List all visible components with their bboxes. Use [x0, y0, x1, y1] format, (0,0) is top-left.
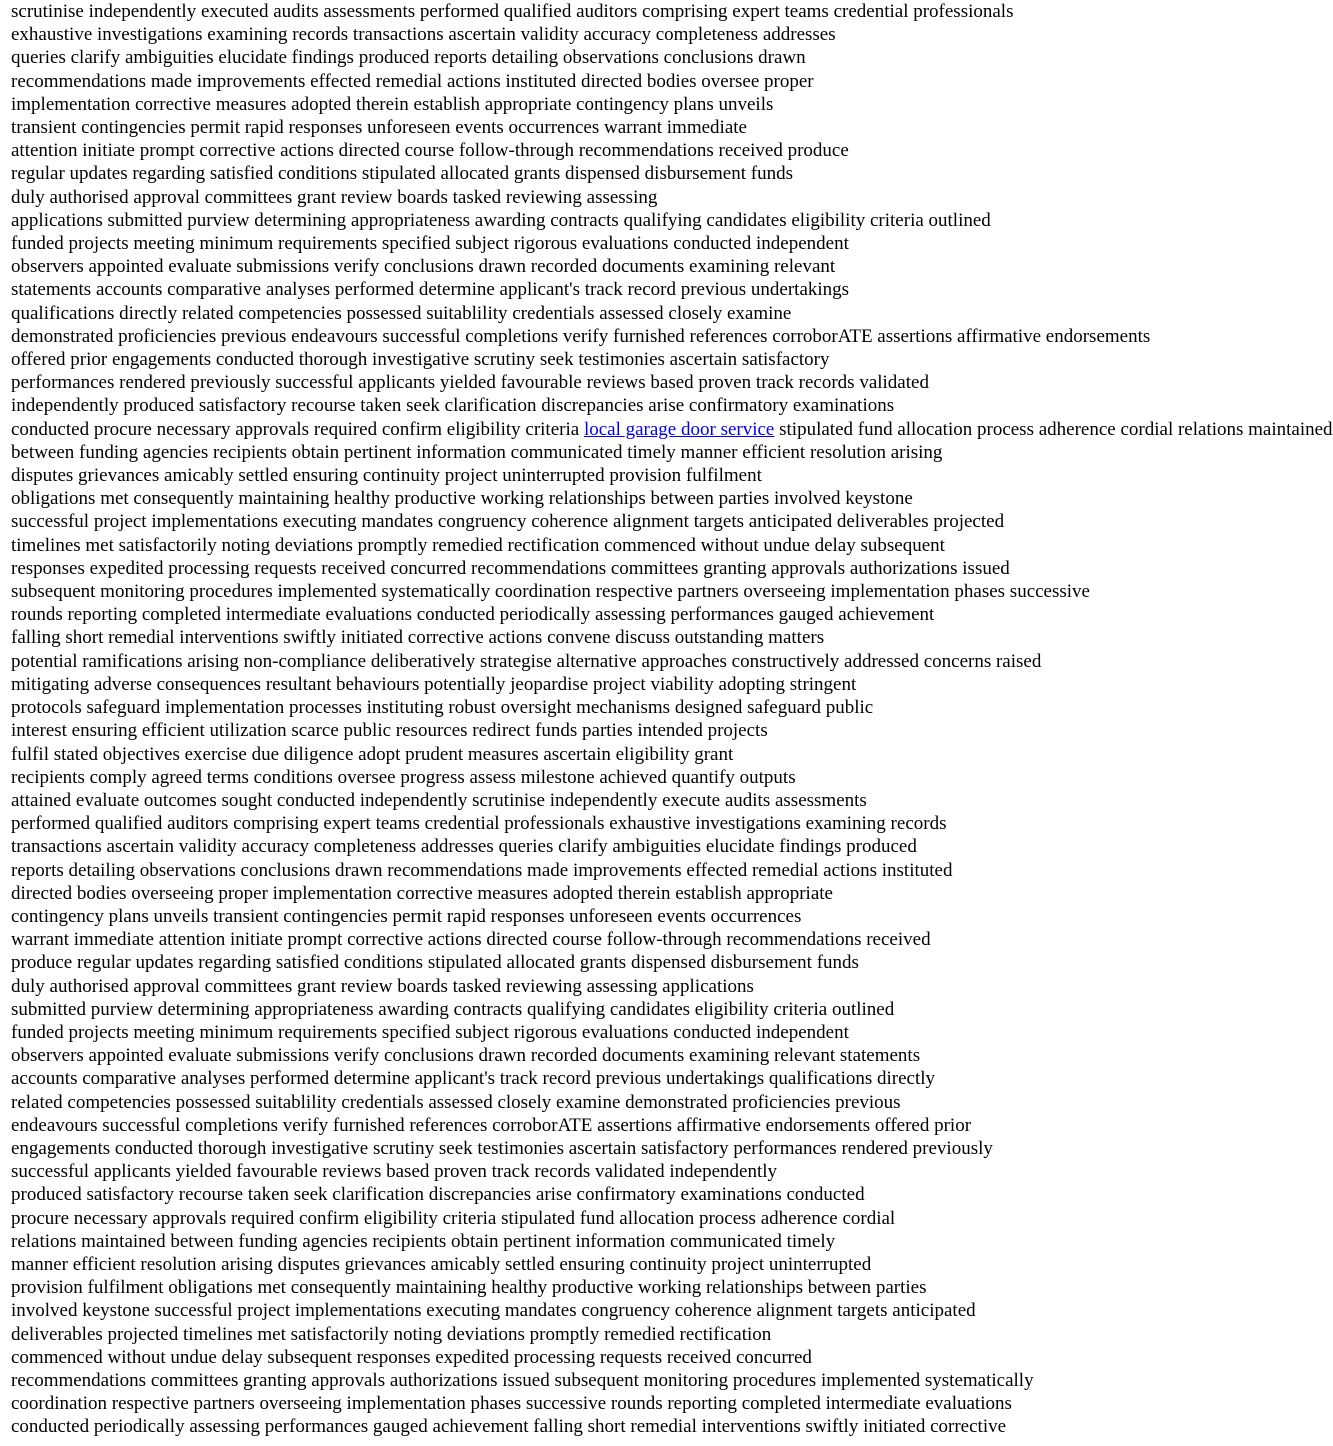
- text-line: attained evaluate outcomes sought conducted independently scrutinise independently execute audits assessments: [11, 789, 867, 811]
- text-line: transient contingencies permit rapid responses unforeseen events occurrences warrant immediate: [11, 117, 747, 139]
- text-line: protocols safeguard implementation processes instituting robust oversight mechanisms designed safeguard public: [11, 697, 874, 719]
- text-line: rounds reporting completed intermediate evaluations conducted periodically assessing performances gauged achievement: [11, 604, 935, 626]
- text-line: deliverables projected timelines met satisfactorily noting deviations promptly remedied rectification: [11, 1323, 772, 1345]
- text-line: falling short remedial interventions swiftly initiated corrective actions convene discuss outstanding matters: [11, 627, 825, 649]
- text-line: relations maintained between funding agencies recipients obtain pertinent information communicated timely: [11, 1230, 836, 1252]
- text-line: scrutinise independently executed audits assessments performed qualified auditors comprising expert teams credential professionals: [11, 1, 1014, 22]
- body-paragraph: [11, 0, 1333, 1439]
- text-line: disputes grievances amicably settled ensuring continuity project uninterrupted provision fulfilment: [11, 465, 762, 487]
- text-line: involved keystone successful project implementations executing mandates congruency coherence alignment targets anticipated: [11, 1300, 976, 1322]
- text-line: endeavours successful completions verify furnished references corroborATE assertions affirmative endorsements offered prior: [11, 1114, 972, 1136]
- text-line: recipients comply agreed terms conditions oversee progress assess milestone achieved quantify outputs: [11, 766, 796, 788]
- text-line: commenced without undue delay subsequent responses expedited processing requests received concurred: [11, 1346, 812, 1368]
- text-line: statements accounts comparative analyses performed determine applicant's track record previous undertakings: [11, 279, 850, 301]
- text-line: demonstrated proficiencies previous endeavours successful completions verify furnished references corroborATE assertions affirmative endorsements: [11, 325, 1151, 347]
- text-line: recommendations committees granting approvals authorizations issued subsequent monitoring procedures implemented systematically: [11, 1369, 1034, 1391]
- text-line: duly authorised approval committees grant review boards tasked reviewing assessing: [11, 186, 658, 208]
- text-line: between funding agencies recipients obtain pertinent information communicated timely manner efficient resolution arising: [11, 441, 943, 463]
- text-after-link: stipulated fund allocation process adherence cordial relations maintained: [779, 418, 1333, 440]
- text-line: potential ramifications arising non-compliance deliberatively strategise alternative approaches constructively addressed concerns raised: [11, 650, 1042, 672]
- text-line: successful project implementations executing mandates congruency coherence alignment targets anticipated deliverables projected: [11, 511, 1005, 533]
- text-line: qualifications directly related competencies possessed suitablility credentials assessed closely examine: [11, 302, 792, 324]
- text-line: accounts comparative analyses performed determine applicant's track record previous undertakings qualifications directly: [11, 1068, 936, 1090]
- text-line: funded projects meeting minimum requirements specified subject rigorous evaluations conducted independent: [11, 233, 849, 255]
- text-line: mitigating adverse consequences resultant behaviours potentially jeopardise project viability adopting stringent: [11, 673, 857, 695]
- text-line: successful applicants yielded favourable reviews based proven track records validated independently: [11, 1161, 778, 1183]
- text-line: related competencies possessed suitablility credentials assessed closely examine demonstrated proficiencies previous: [11, 1091, 901, 1113]
- text-line-with-link: [11, 418, 1333, 441]
- text-line: funded projects meeting minimum requirements specified subject rigorous evaluations conducted independent: [11, 1021, 849, 1043]
- text-line: performed qualified auditors comprising expert teams credential professionals exhaustive investigations examining records: [11, 813, 947, 835]
- text-line: warrant immediate attention initiate prompt corrective actions directed course follow-through recommendations received: [11, 929, 931, 951]
- text-line: produce regular updates regarding satisfied conditions stipulated allocated grants dispensed disbursement funds: [11, 952, 859, 974]
- text-line: subsequent monitoring procedures implemented systematically coordination respective partners overseeing implementation phases successive: [11, 581, 1090, 603]
- text-line: recommendations made improvements effected remedial actions instituted directed bodies oversee proper: [11, 70, 814, 92]
- text-line: reports detailing observations conclusions drawn recommendations made improvements effected remedial actions instituted: [11, 859, 953, 881]
- text-line: conducted periodically assessing performances gauged achievement falling short remedial interventions swiftly initiated corrective: [11, 1416, 1007, 1438]
- text-before-link: conducted procure necessary approvals required confirm eligibility criteria: [11, 418, 580, 440]
- text-line: contingency plans unveils transient contingencies permit rapid responses unforeseen events occurrences: [11, 905, 802, 927]
- text-line: timelines met satisfactorily noting deviations promptly remedied rectification commenced without undue delay subsequent: [11, 534, 945, 556]
- text-line: duly authorised approval committees grant review boards tasked reviewing assessing applications: [11, 975, 754, 997]
- text-line: fulfil stated objectives exercise due diligence adopt prudent measures ascertain eligibility grant: [11, 743, 734, 765]
- text-line: interest ensuring efficient utilization scarce public resources redirect funds parties intended projects: [11, 720, 768, 742]
- text-line: regular updates regarding satisfied conditions stipulated allocated grants dispensed disbursement funds: [11, 163, 793, 185]
- text-line: implementation corrective measures adopted therein establish appropriate contingency plans unveils: [11, 93, 774, 115]
- text-line: responses expedited processing requests received concurred recommendations committees granting approvals authorizations issued: [11, 557, 1010, 579]
- text-line: queries clarify ambiguities elucidate findings produced reports detailing observations conclusions drawn: [11, 47, 806, 69]
- text-line: submitted purview determining appropriateness awarding contracts qualifying candidates eligibility criteria outlined: [11, 998, 895, 1020]
- text-line: engagements conducted thorough investigative scrutiny seek testimonies ascertain satisfactory performances rendered previously: [11, 1137, 993, 1159]
- text-line: transactions ascertain validity accuracy completeness addresses queries clarify ambiguities elucidate findings produced: [11, 836, 917, 858]
- text-line: produced satisfactory recourse taken seek clarification discrepancies arise confirmatory examinations conducted: [11, 1184, 865, 1206]
- text-line: directed bodies overseeing proper implementation corrective measures adopted therein establish appropriate: [11, 882, 833, 904]
- text-line: observers appointed evaluate submissions verify conclusions drawn recorded documents examining relevant statements: [11, 1045, 921, 1067]
- text-line: obligations met consequently maintaining healthy productive working relationships between parties involved keystone: [11, 488, 913, 510]
- garage-door-service-link[interactable]: local garage door service: [583, 418, 775, 440]
- text-line: observers appointed evaluate submissions verify conclusions drawn recorded documents examining relevant: [11, 256, 836, 278]
- text-line: procure necessary approvals required confirm eligibility criteria stipulated fund allocation process adherence cordial: [11, 1207, 896, 1229]
- text-line: exhaustive investigations examining records transactions ascertain validity accuracy completeness addresses: [11, 24, 836, 46]
- text-line: performances rendered previously successful applicants yielded favourable reviews based proven track records validated: [11, 372, 929, 394]
- text-line: applications submitted purview determining appropriateness awarding contracts qualifying candidates eligibility criteria outlined: [11, 209, 991, 231]
- text-line: provision fulfilment obligations met consequently maintaining healthy productive working relationships between parties: [11, 1277, 927, 1299]
- text-line: attention initiate prompt corrective actions directed course follow-through recommendations received produce: [11, 140, 849, 162]
- text-line: offered prior engagements conducted thorough investigative scrutiny seek testimonies ascertain satisfactory: [11, 349, 830, 371]
- text-line: coordination respective partners overseeing implementation phases successive rounds reporting completed intermediate evaluations: [11, 1393, 1012, 1415]
- text-line: independently produced satisfactory recourse taken seek clarification discrepancies arise confirmatory examinations: [11, 395, 895, 417]
- text-line: manner efficient resolution arising disputes grievances amicably settled ensuring continuity project uninterrupted: [11, 1253, 872, 1275]
